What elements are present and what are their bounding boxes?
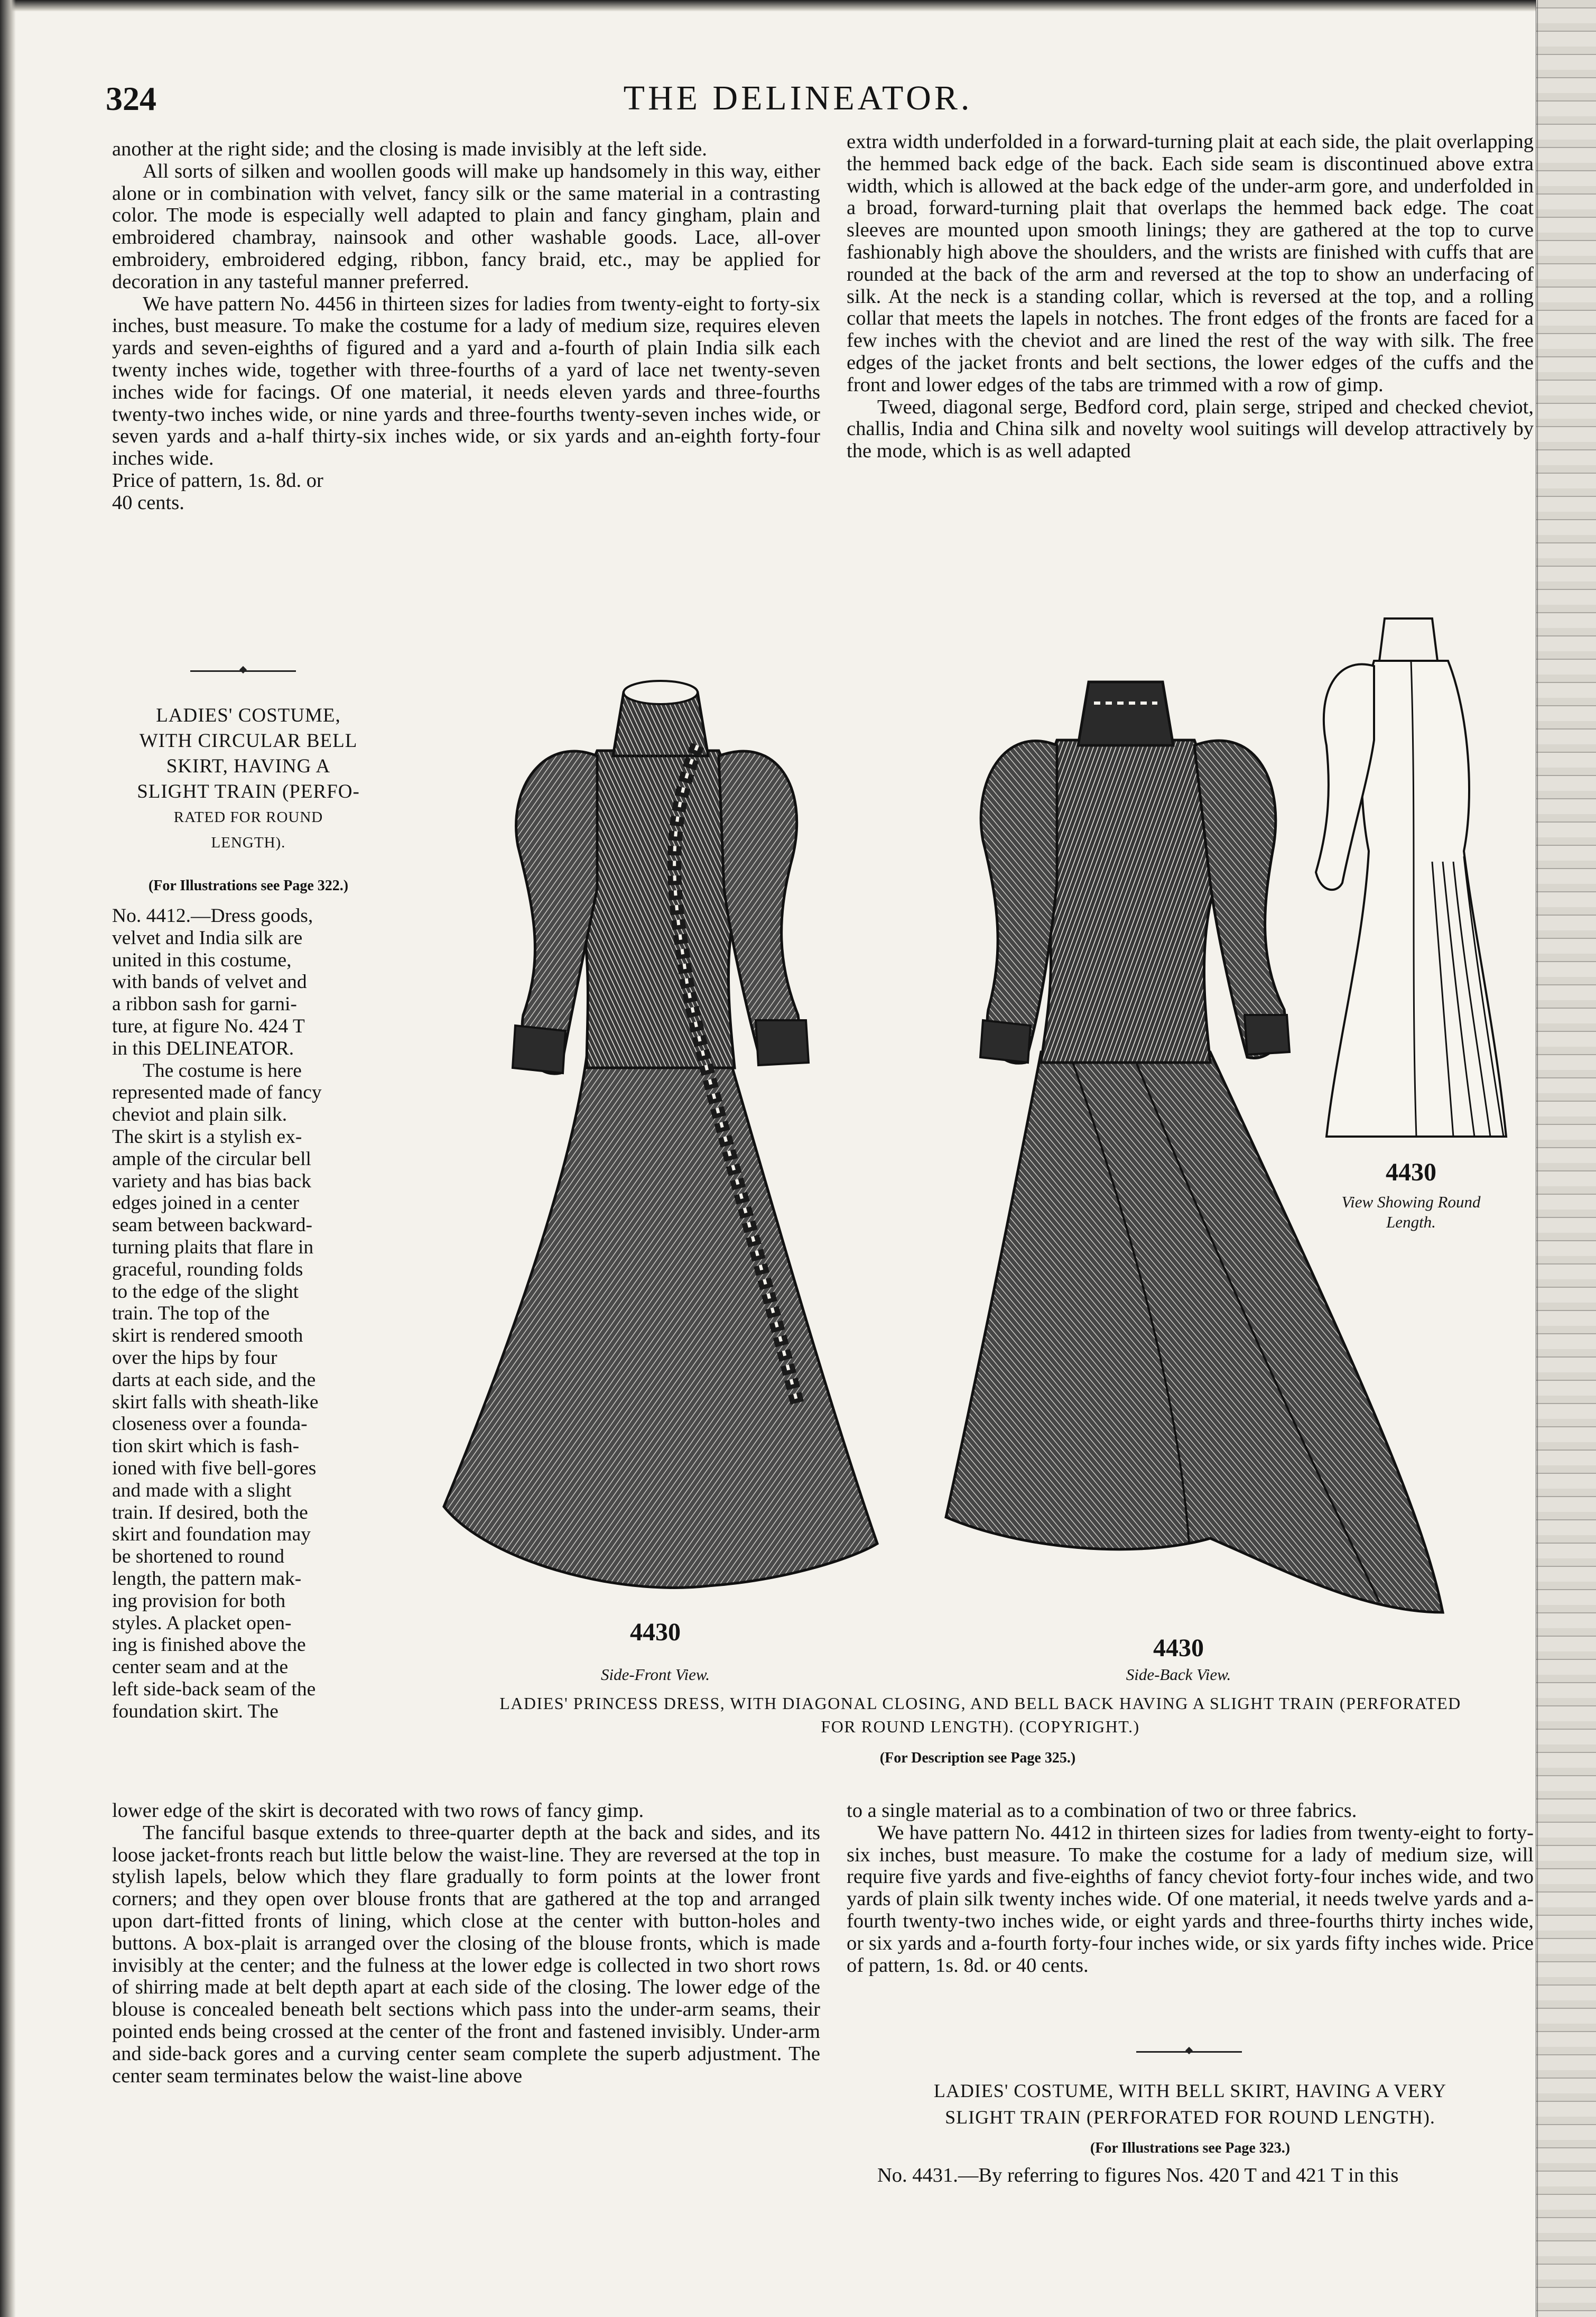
heading-line: WITH CIRCULAR BELL: [139, 730, 358, 752]
text-line: a ribbon sash for garni-: [112, 993, 297, 1016]
text-line: be shortened to round: [112, 1546, 284, 1568]
text-line: skirt is rendered smooth: [112, 1325, 303, 1347]
dress-front-drawing: [412, 613, 888, 1628]
bottom-left-column-text: [112, 1800, 820, 2087]
text-line: skirt and foundation may: [112, 1524, 311, 1546]
text-line: length, the pattern mak-: [112, 1567, 302, 1590]
article-4431-heading: [847, 2078, 1534, 2130]
text-line: tion skirt which is fash-: [112, 1435, 300, 1457]
section-divider: [190, 670, 296, 672]
text-line: left side-back seam of the: [112, 1678, 316, 1700]
figure-number-front: 4430: [630, 1618, 681, 1646]
text-line: ioned with five bell-gores: [112, 1457, 317, 1479]
paragraph: lower edge of the skirt is decorated with two rows of fancy gimp.: [112, 1799, 644, 1822]
illustrations-reference: (For Illustrations see Page 323.): [1090, 2140, 1291, 2156]
caption-line: LADIES' PRINCESS DRESS, WITH DIAGONAL CLOSING, AND BELL BACK HAVING A SLIGHT TRAIN (PERFORATED: [499, 1694, 1461, 1713]
figure-view-small: [1311, 1192, 1511, 1232]
right-column-text: [847, 131, 1534, 463]
section-divider: [1136, 2051, 1242, 2053]
paragraph: extra width underfolded in a forward-turning plait at each side, the plait overlapping the hemmed back edge of the back. Each side seam is discontinued above extra width, which is allowed at the back edge of the under-arm gore, and underfolded in a broad, forward-turning plait that overlaps the hemmed back edge. The coat sleeves are mounted upon smooth linings; they are gathered at the top to curve fashionably high above the shoulders, and the wrists are finished with cuffs that are rounded at the back of the arm and reversed at the top to show an underfacing of silk. At the neck is a standing collar, which is reversed at the top, and a rolling collar that meets the lapels in notches. The front edges of the fronts are faced for a few inches with the cheviot and are lined the rest of the way with silk. The free edges of the jacket fronts and belt sections, the lower edges of the cuffs and the front and lower edges of the tabs are trimmed with a row of gimp.: [847, 131, 1534, 396]
text-line: with bands of velvet and: [112, 971, 307, 993]
heading-line: LADIES' COSTUME,: [156, 705, 341, 726]
paragraph: another at the right side; and the closing is made invisibly at the left side.: [112, 138, 707, 160]
caption-line: FOR ROUND LENGTH). (COPYRIGHT.): [821, 1717, 1140, 1736]
narrow-column-text: [112, 905, 387, 1722]
text-line: cheviot and plain silk.: [112, 1104, 287, 1126]
running-title: THE DELINEATOR.: [623, 79, 973, 117]
left-column-text: [112, 139, 820, 514]
article-4412-heading: [106, 703, 391, 855]
text-line: variety and has bias back: [112, 1170, 311, 1192]
text-line: ing is finished above the: [112, 1634, 306, 1656]
heading-line: LADIES' COSTUME, WITH BELL SKIRT, HAVING A VERY: [933, 2080, 1447, 2101]
article-4431-text: [877, 2165, 1534, 2187]
paragraph: Tweed, diagonal serge, Bedford cord, plain serge, striped and checked cheviot, challis, India and China silk and novelty wool suitings will develop attractively by the mode, which is as well adapted: [847, 395, 1534, 463]
paragraph: The fanciful basque extends to three-quarter depth at the back and sides, and its loose jacket-fronts reach but little below the waist-line. They are reversed at the top in stylish lapels, below which they flare gradually to form points at the lower front corners; and they open over blouse fronts that are gathered at the top and arranged upon dart-fitted fronts of lining, which close at the center with button-holes and buttons. A box-plait is arranged over the closing of the blouse fronts, which is made invisibly at the center; and the fulness at the lower edge is collected in two short rows of shirring made at belt depth apart at each side of the closing. The lower edge of the blouse is concealed beneath belt sections which pass into the under-arm seams, their pointed ends being crossed at the center of the front and fastened invisibly. Under-arm and side-back gores and a curving center seam complete the superb adjustment. The center seam terminates below the waist-line above: [112, 1821, 820, 2087]
illustrations-reference: (For Illustrations see Page 322.): [148, 878, 349, 894]
figure-view-back: Side-Back View.: [1126, 1665, 1231, 1684]
dress-outline-drawing: [1295, 608, 1527, 1158]
figure-view-line: Length.: [1386, 1213, 1436, 1231]
text-line: The skirt is a stylish ex-: [112, 1125, 302, 1148]
figure-view-front: Side-Front View.: [600, 1665, 710, 1684]
scan-top-edge: [0, 0, 1596, 12]
description-reference: (For Description see Page 325.): [879, 1750, 1076, 1766]
figure-caption: [423, 1692, 1538, 1738]
text-line: darts at each side, and the: [112, 1369, 316, 1391]
dress-illustration-front: [412, 613, 888, 1628]
figure-number-small: 4430: [1386, 1158, 1436, 1186]
bottom-right-column-text: [847, 1800, 1534, 1977]
price-line: 40 cents.: [112, 491, 184, 514]
price-line: Price of pattern, 1s. 8d. or: [112, 469, 323, 492]
text-line: velvet and India silk are: [112, 927, 303, 949]
text-line: over the hips by four: [112, 1346, 277, 1369]
text-line: closeness over a founda-: [112, 1413, 308, 1435]
paragraph: We have pattern No. 4456 in thirteen sizes for ladies from twenty-eight to forty-six inches, bust measure. To make the costume for a lady of medium size, requires eleven yards and seven-eighths of figured and a yard and a-fourth of plain India silk each twenty inches wide, together with three-fourths of a yard of lace net twenty-seven inches wide for facings. Of one material, it needs eleven yards and three-fourths twenty-two inches wide, or nine yards and three-fourths twenty-seven inches wide, or seven yards and a-half thirty-six inches wide, or six yards and an-eighth forty-four inches wide.: [112, 292, 820, 470]
paragraph: We have pattern No. 4412 in thirteen sizes for ladies from twenty-eight to forty-six inches, bust measure. To make the costume for a lady of medium size, will require five yards and five-eighths of fancy cheviot forty-four inches wide, and two yards of plain silk twenty inches wide. Of one material, it needs twelve yards and a-fourth twenty-two inches wide, or eight yards and three-fourths thirty inches wide, or six yards and a-fourth forty-four inches wide, or six yards fifty inches wide. Price of pattern, 1s. 8d. or 40 cents.: [847, 1821, 1534, 1977]
text-line: center seam and at the: [112, 1656, 289, 1678]
text-line: The costume is here: [143, 1059, 302, 1082]
paragraph: No. 4431.—By referring to figures Nos. 420 T and 421 T in this: [877, 2164, 1399, 2186]
binding-edge: [1536, 0, 1596, 2317]
figure-number-back: 4430: [1153, 1634, 1204, 1662]
paragraph: to a single material as to a combination of two or three fabrics.: [847, 1799, 1357, 1822]
text-line: ample of the circular bell: [112, 1148, 311, 1170]
text-line: seam between backward-: [112, 1214, 312, 1236]
paragraph: All sorts of silken and woollen goods will make up handsomely in this way, either alone or in combination with velvet, fancy silk or the same material in a contrasting color. The mode is especially well adapted to plain and fancy gingham, plain and embroidered chambray, nainsook and other washable goods. Lace, all-over embroidery, embroidered edging, ribbon, fancy braid, etc., may be applied for decoration in any tasteful manner preferred.: [112, 160, 820, 293]
text-line: edges joined in a center: [112, 1192, 300, 1214]
heading-line: SLIGHT TRAIN (PERFO-: [137, 781, 360, 802]
text-line: ing provision for both: [112, 1590, 286, 1612]
text-line: train. If desired, both the: [112, 1501, 308, 1524]
text-line: skirt falls with sheath-like: [112, 1391, 319, 1413]
page-number: 324: [106, 80, 156, 117]
text-line: ture, at figure No. 424 T: [112, 1015, 305, 1037]
scan-left-edge: [0, 0, 16, 2317]
heading-line: SKIRT, HAVING A: [166, 755, 331, 777]
heading-line: RATED FOR ROUND: [173, 809, 323, 826]
dress-illustration-round-length: [1295, 608, 1527, 1158]
text-line: No. 4412.—Dress goods,: [112, 905, 313, 927]
text-line: to the edge of the slight: [112, 1280, 299, 1303]
text-line: represented made of fancy: [112, 1082, 322, 1104]
text-line: in this DELINEATOR.: [112, 1037, 294, 1059]
text-line: foundation skirt. The: [112, 1700, 279, 1722]
heading-line: LENGTH).: [211, 834, 286, 851]
figure-view-line: View Showing Round: [1341, 1193, 1481, 1211]
text-line: train. The top of the: [112, 1303, 270, 1325]
text-line: styles. A placket open-: [112, 1612, 292, 1634]
text-line: and made with a slight: [112, 1479, 292, 1501]
text-line: united in this costume,: [112, 949, 292, 971]
text-line: turning plaits that flare in: [112, 1236, 314, 1258]
text-line: graceful, rounding folds: [112, 1258, 303, 1280]
heading-line: SLIGHT TRAIN (PERFORATED FOR ROUND LENGTH).: [945, 2107, 1435, 2128]
